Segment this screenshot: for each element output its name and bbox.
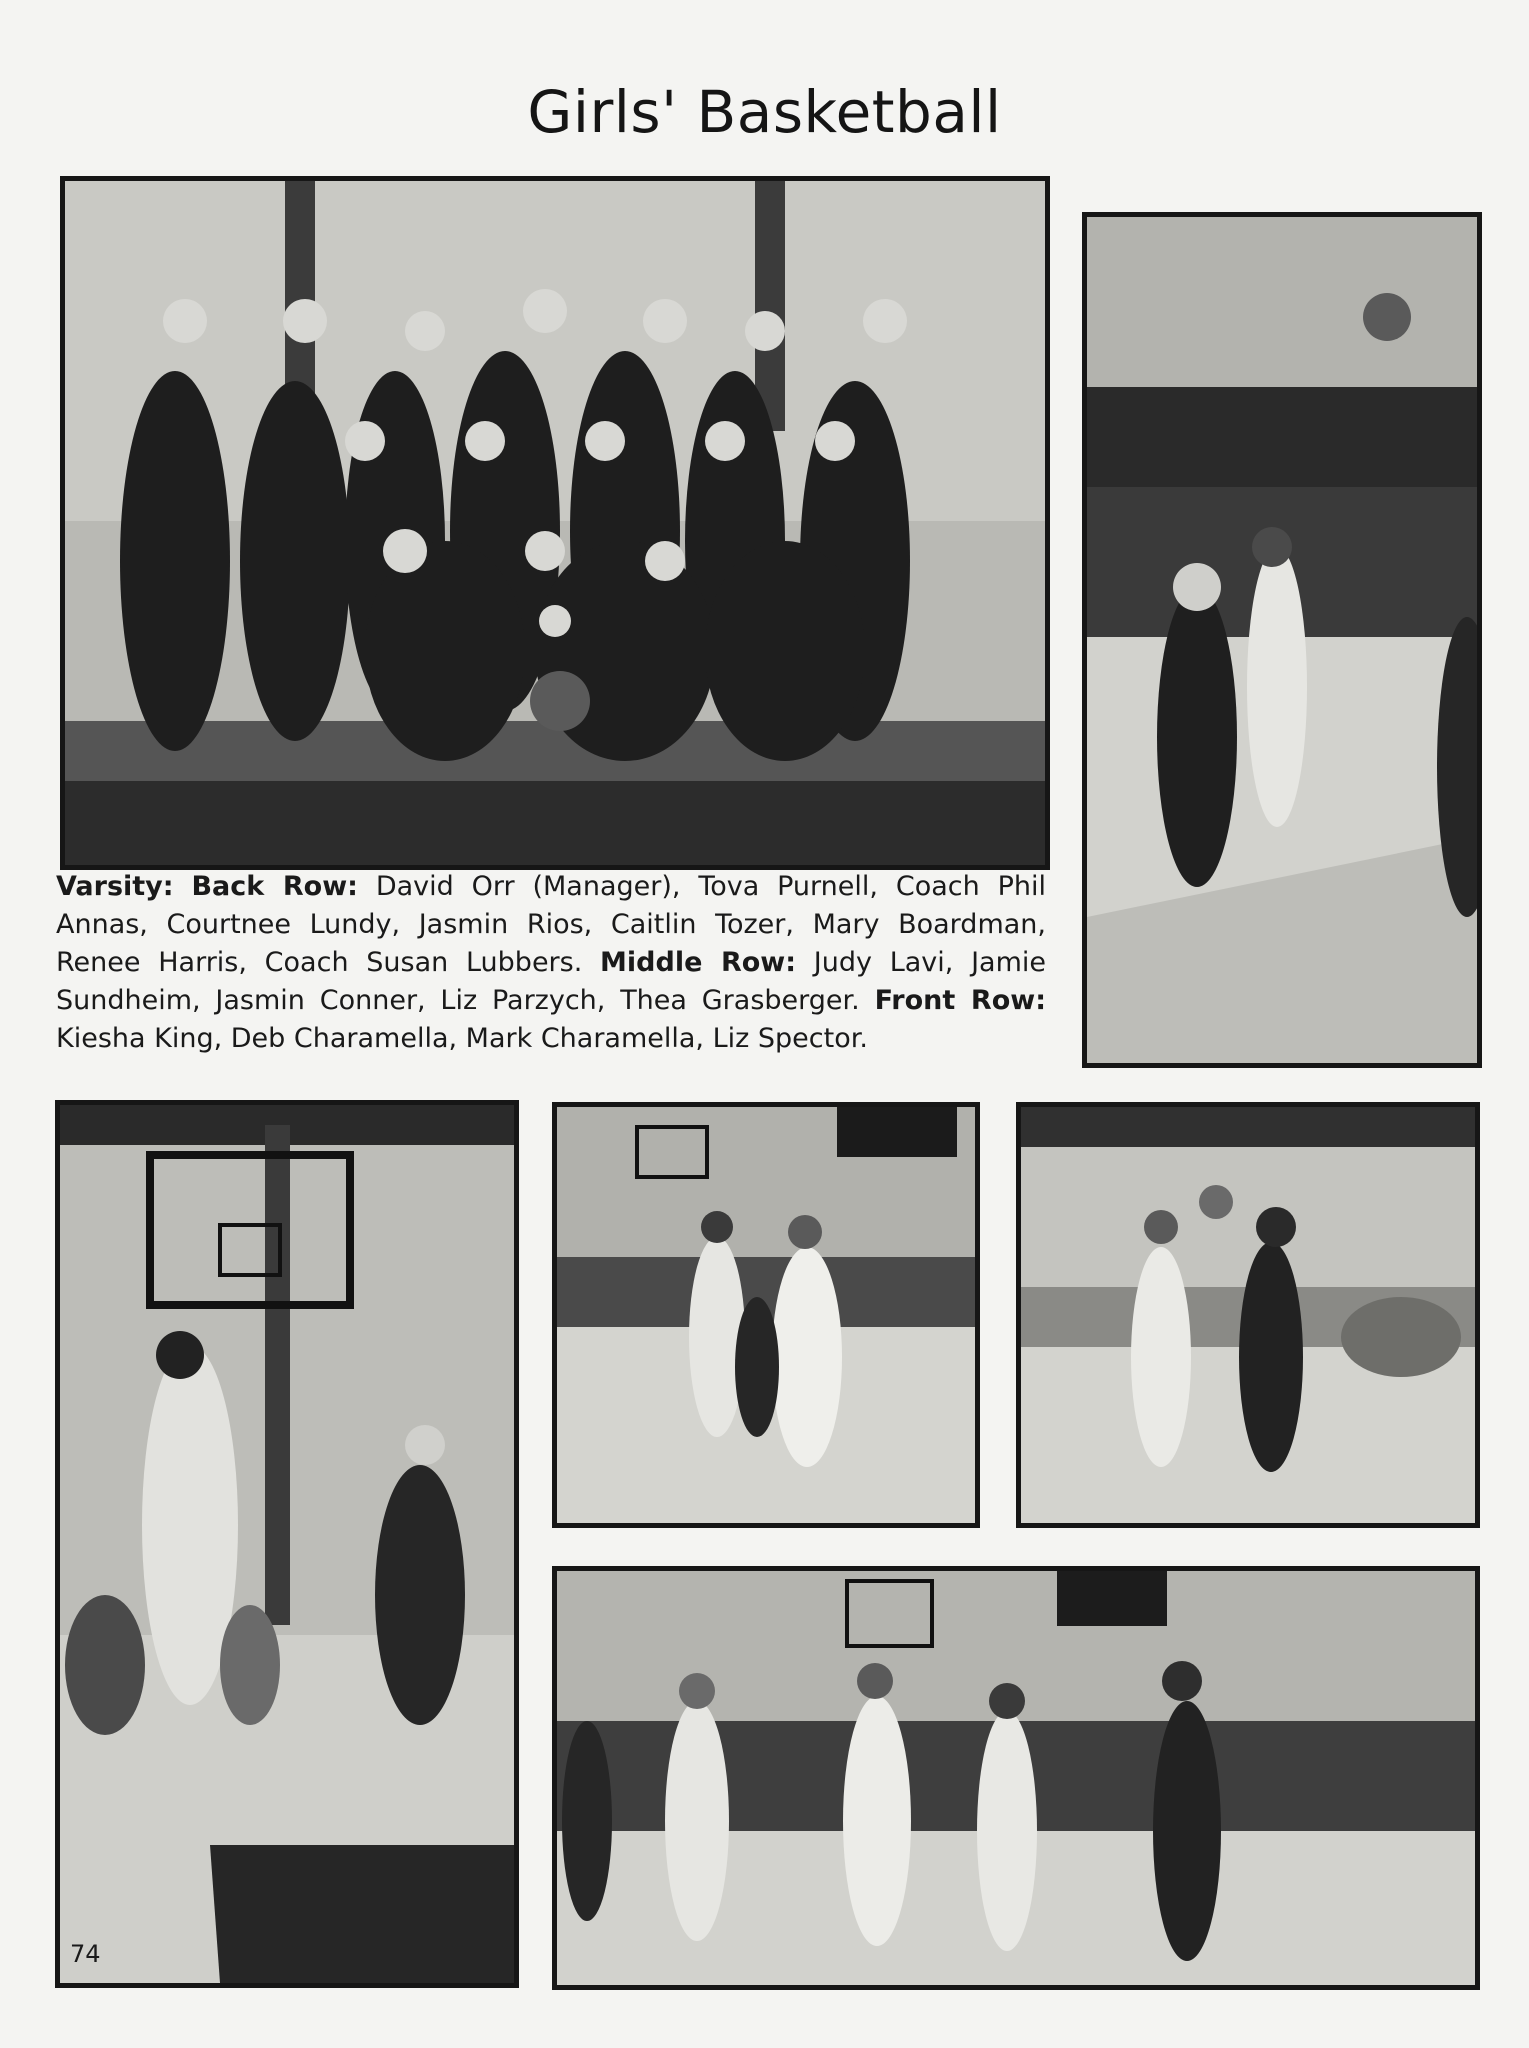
middle-row-label: Middle Row: — [600, 947, 797, 978]
front-row-names: Kiesha King, Deb Charamella, Mark Charamella, Liz Spector. — [56, 1023, 868, 1054]
page-title: Girls' Basketball — [527, 78, 1002, 146]
team-photo-caption — [56, 868, 1046, 1058]
front-row-label: Front Row: — [874, 985, 1046, 1016]
team-photo — [60, 176, 1050, 870]
action-photo-layup — [1082, 212, 1482, 1068]
back-row-names: David Orr (Manager), Tova Purnell, Coach Phil Annas, Courtnee Lundy, Jasmin Rios, Caitlin Tozer, Mary Boardman, Renee Harris, Coach Susan Lubbers. — [56, 871, 1046, 978]
varsity-label: Varsity: — [56, 871, 174, 902]
action-photo-defense — [552, 1566, 1480, 1990]
action-photo-guard — [552, 1102, 980, 1528]
page-number: 74 — [70, 1940, 101, 1968]
middle-row-names: Judy Lavi, Jamie Sundheim, Jasmin Conner, Liz Parzych, Thea Grasberger. — [56, 947, 1046, 1016]
action-photo-free-throw — [55, 1100, 519, 1988]
action-photo-pass — [1016, 1102, 1480, 1528]
back-row-label: Back Row: — [191, 871, 358, 902]
